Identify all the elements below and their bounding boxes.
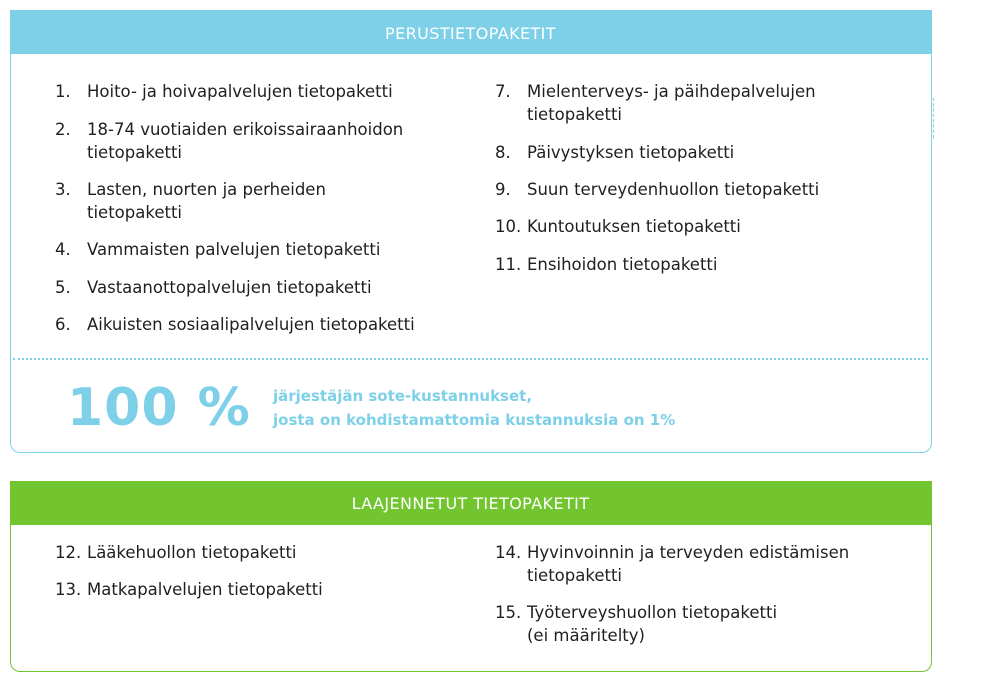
item-label-line2: tietopaketti (527, 105, 622, 124)
item-number: 11. (495, 255, 522, 274)
item-label-line2: (ei määritelty) (527, 626, 645, 645)
item-label: Hyvinvoinnin ja terveyden edistämisen (527, 543, 850, 562)
item-number: 15. (495, 603, 522, 622)
dotted-divider (13, 358, 928, 360)
item-label: 18-74 vuotiaiden erikoissairaanhoidon (87, 120, 404, 139)
cost-note (273, 384, 675, 432)
item-number: 1. (55, 82, 71, 101)
item-label: Lääkehuollon tietopaketti (87, 543, 297, 562)
item-number: 6. (55, 315, 71, 334)
item-number: 9. (495, 180, 511, 199)
item-label: Aikuisten sosiaalipalvelujen tietopaketti (87, 315, 415, 334)
extended-packages-title: LAAJENNETUT TIETOPAKETIT (10, 481, 932, 525)
side-dashed-mark (933, 98, 934, 138)
item-number: 10. (495, 217, 522, 236)
item-number: 4. (55, 240, 71, 259)
extended-packages-panel (10, 481, 932, 672)
percent-figure: 100 % (67, 378, 251, 438)
item-number: 5. (55, 278, 71, 297)
item-label-line2: tietopaketti (527, 566, 622, 585)
item-label: Ensihoidon tietopaketti (527, 255, 718, 274)
item-number: 13. (55, 580, 82, 599)
item-number: 2. (55, 120, 71, 139)
cost-note-line2: josta on kohdistamattomia kustannuksia on 1% (273, 411, 676, 429)
item-label: Vastaanottopalvelujen tietopaketti (87, 278, 372, 297)
basic-packages-title: PERUSTIETOPAKETIT (10, 10, 932, 54)
item-number: 12. (55, 543, 82, 562)
item-number: 14. (495, 543, 522, 562)
basic-packages-panel (10, 10, 932, 453)
item-label: Mielenterveys- ja päihdepalvelujen (527, 82, 816, 101)
item-label: Hoito- ja hoivapalvelujen tietopaketti (87, 82, 393, 101)
item-number: 8. (495, 143, 511, 162)
item-label: Lasten, nuorten ja perheiden (87, 180, 326, 199)
item-label-line2: tietopaketti (87, 143, 182, 162)
item-label: Suun terveydenhuollon tietopaketti (527, 180, 820, 199)
item-number: 3. (55, 180, 71, 199)
item-label-line2: tietopaketti (87, 203, 182, 222)
item-number: 7. (495, 82, 511, 101)
item-label: Työterveyshuollon tietopaketti (527, 603, 778, 622)
item-label: Kuntoutuksen tietopaketti (527, 217, 741, 236)
item-label: Matkapalvelujen tietopaketti (87, 580, 323, 599)
item-label: Vammaisten palvelujen tietopaketti (87, 240, 381, 259)
item-label: Päivystyksen tietopaketti (527, 143, 735, 162)
cost-note-line1: järjestäjän sote-kustannukset, (273, 387, 533, 405)
